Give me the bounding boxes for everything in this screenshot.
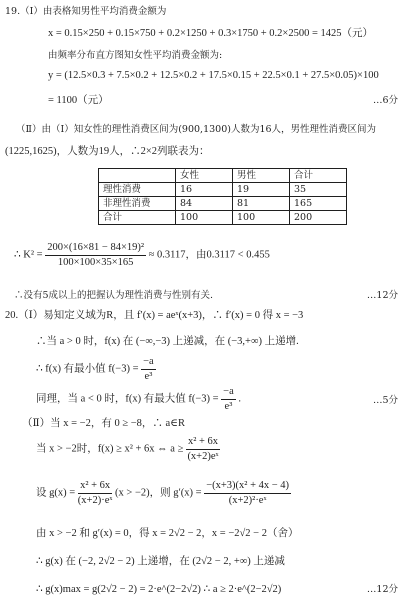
q20-max-post: . bbox=[238, 393, 241, 405]
table-row bbox=[99, 211, 347, 225]
k2-denominator: 100×100×35×165 bbox=[57, 256, 134, 268]
q20-max-line bbox=[36, 386, 241, 412]
q20-max-pre: 同理，当 a < 0 时，f(x) 有最大值 f(−3) = bbox=[36, 393, 219, 405]
table-cell: 16 bbox=[176, 183, 233, 197]
q20-max-fraction bbox=[221, 386, 236, 412]
table-row bbox=[99, 197, 347, 211]
q20-cond-num: x² + 6x bbox=[186, 436, 220, 450]
table-header-cell bbox=[99, 169, 176, 183]
q20-min-fraction bbox=[141, 356, 156, 382]
q19-hist-intro: 由频率分布直方图知女性平均消费金额为: bbox=[48, 50, 223, 61]
q20-part1-line1: 20.（Ⅰ）易知定义域为R，且 f′(x) = aeˣ(x+3)，∴ f′(x) = 0 得 x = −3 bbox=[5, 310, 304, 321]
q20-part1-line2: ∴当 a > 0 时，f(x) 在 (−∞,−3) 上递减，在 (−3,+∞) 上递增. bbox=[36, 336, 299, 347]
table-cell: 100 bbox=[233, 211, 290, 225]
table-header-cell: 男性 bbox=[233, 169, 290, 183]
q20-cond-fraction bbox=[186, 436, 220, 462]
q20-gprime-num: −(x+3)(x² + 4x − 4) bbox=[204, 480, 291, 494]
table-cell: 非理性消费 bbox=[99, 197, 176, 211]
k2-fraction bbox=[45, 242, 146, 268]
q19-conclusion: ∴没有5成以上的把握认为理性消费与性别有关. bbox=[14, 290, 214, 301]
k2-rhs: ≈ 0.3117，由0.3117 < 0.455 bbox=[148, 249, 270, 261]
q20-g-fraction bbox=[78, 480, 113, 506]
table-header-cell: 合计 bbox=[290, 169, 347, 183]
table-cell: 81 bbox=[233, 197, 290, 211]
q19-female-mean: y = (12.5×0.3 + 7.5×0.2 + 12.5×0.2 + 17.5×0.15 + 22.5×0.1 + 27.5×0.05)×100 bbox=[48, 70, 379, 81]
table-cell: 165 bbox=[290, 197, 347, 211]
q20-part1-score: …5分 bbox=[372, 395, 398, 406]
q20-cond-den: (x+2)eˣ bbox=[187, 450, 219, 462]
q20-monotonicity: ∴ g(x) 在 (−2, 2√2 − 2) 上递增，在 (2√2 − 2, +∞) 上递减 bbox=[36, 556, 285, 567]
q19-part2-line2: (1225,1625)，人数为19人，∴2×2列联表为： bbox=[5, 146, 210, 157]
q19-part1-score: …6分 bbox=[372, 95, 398, 106]
q20-g-line bbox=[36, 480, 291, 506]
q19-part2-score: …12分 bbox=[366, 290, 398, 301]
q20-min-line bbox=[36, 356, 156, 382]
q20-gprime-den: (x+2)²·eˣ bbox=[228, 494, 267, 506]
q20-cond-line bbox=[36, 436, 220, 462]
q20-max-num: −a bbox=[221, 386, 236, 400]
q20-min-den: e³ bbox=[144, 370, 153, 382]
k2-lhs: ∴ K² = bbox=[14, 249, 43, 261]
q19-male-mean: x = 0.15×250 + 0.15×750 + 0.2×1250 + 0.3×1750 + 0.2×2500 = 1425（元） bbox=[48, 28, 374, 39]
q20-min-pre: ∴ f(x) 有最小值 f(−3) = bbox=[36, 363, 139, 375]
q20-cond-pre: 当 x > −2时，f(x) ≥ x² + 6x ⇔ a ≥ bbox=[36, 443, 184, 455]
q20-gprime-fraction bbox=[204, 480, 291, 506]
q20-gmax: ∴ g(x)max = g(2√2 − 2) = 2·e^(2−2√2) ∴ a ≥ 2·e^(2−2√2) bbox=[36, 584, 282, 595]
table-cell: 理性消费 bbox=[99, 183, 176, 197]
table-cell: 35 bbox=[290, 183, 347, 197]
q20-part2-line1: （Ⅱ）当 x = −2，有 0 ≥ −8，∴ a∈R bbox=[22, 418, 185, 429]
k2-numerator: 200×(16×81 − 84×19)² bbox=[45, 242, 146, 256]
q20-g-den: (x+2)·eˣ bbox=[77, 494, 113, 506]
q20-min-num: −a bbox=[141, 356, 156, 370]
table-cell: 100 bbox=[176, 211, 233, 225]
table-row bbox=[99, 183, 347, 197]
k2-formula bbox=[14, 242, 270, 268]
table-cell: 合计 bbox=[99, 211, 176, 225]
q19-intro: 19.（Ⅰ）由表格知男性平均消费金额为 bbox=[5, 6, 167, 17]
q20-part2-score: …12分 bbox=[366, 584, 398, 595]
table-header-cell: 女性 bbox=[176, 169, 233, 183]
q19-part2-line1: （Ⅱ）由（Ⅰ）知女性的理性消费区间为(900,1300)人数为16人，男性理性消费区间为 bbox=[16, 124, 377, 135]
table-cell: 84 bbox=[176, 197, 233, 211]
table-cell: 200 bbox=[290, 211, 347, 225]
q20-max-den: e³ bbox=[224, 400, 233, 412]
table-cell: 19 bbox=[233, 183, 290, 197]
q20-roots: 由 x > −2 和 g′(x) = 0，得 x = 2√2 − 2，x = −2√2 − 2（舍） bbox=[36, 528, 299, 539]
contingency-table bbox=[98, 168, 347, 225]
q19-female-result: = 1100（元） bbox=[48, 95, 109, 106]
table-header-row bbox=[99, 169, 347, 183]
q20-g-pre: 设 g(x) = bbox=[36, 487, 76, 499]
q20-g-num: x² + 6x bbox=[78, 480, 113, 494]
q20-g-mid: (x > −2)，则 g′(x) = bbox=[115, 487, 202, 499]
